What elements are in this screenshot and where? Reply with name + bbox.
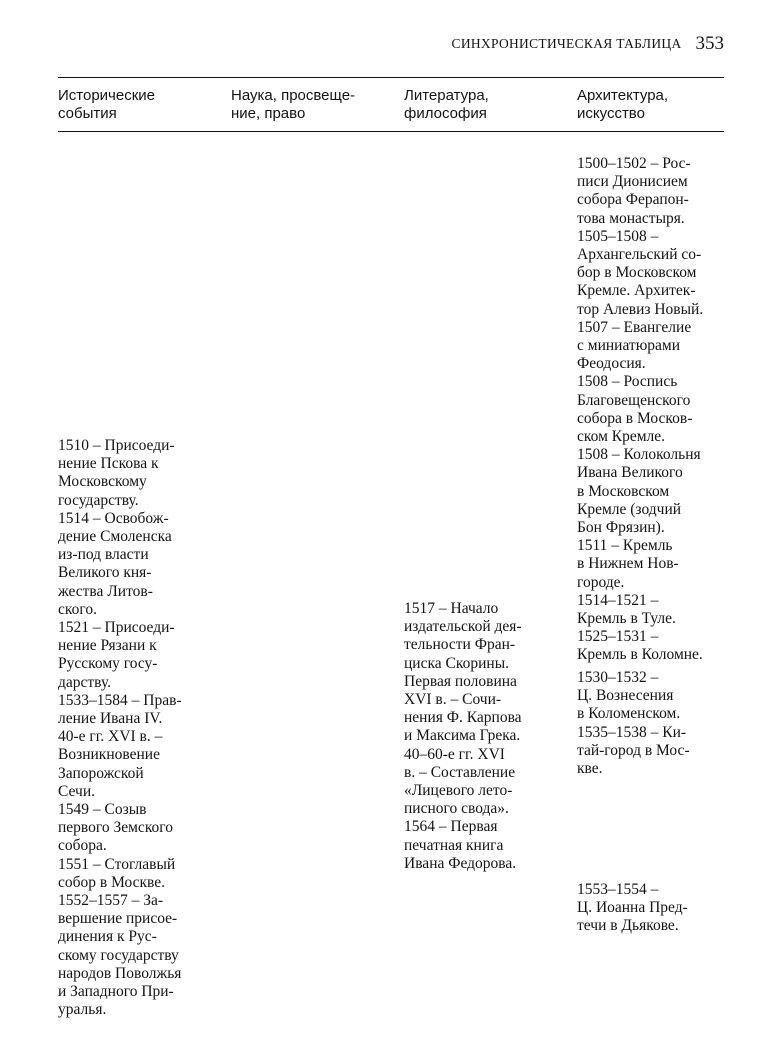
table-top-rule [58,77,724,78]
architecture-entries-1553-1554: 1553–1554 – Ц. Иоанна Пред- течи в Дьякове. [577,881,688,935]
literature-entries: 1517 – Начало издательской дея- тельности Фран- циска Скорины. Первая половина XVI в. – Сочи- нения Ф. Карпова и Максима Грека. 40–60-е гг. XVI в. – Составление «Лицевого лето- писного свода». 1564 – Первая печатная книга Ивана Федорова. [404,600,522,872]
column-heading-science: Наука, просвеще- ние, право [231,87,356,122]
history-entries: 1510 – Присоеди- нение Пскова к Московскому государству. 1514 – Освобож- дение Смоленска из-под власти Великого кня- жества Литов- ского. 1521 – Присоеди- нение Рязани к Русскому госу- дарству. 1533–1584 – Прав- ление Ивана IV. 40-е гг. XVI в. – Возникновение Запорожской Сечи. 1549 – Созыв первого Земского собора. 1551 – Стоглавый собор в Москве. 1552–1557 – За- вершение присое- динения к Рус- скому государству народов Поволжья и Западного При- уралья. [58,437,182,1019]
column-heading-architecture: Архитектура, искусство [577,87,669,122]
column-heading-literature: Литература, философия [404,87,489,122]
running-head [0,33,724,55]
architecture-entries-1500-1531: 1500–1502 – Рос- писи Дионисием собора Ферапон- това монастыря. 1505–1508 – Архангельский со- бор в Московском Кремле. Архитек- тор Алевиз Новый. 1507 – Евангелие с миниатюрами Феодосия. 1508 – Роспись Благовещенского собора в Москов- ском Кремле. 1508 – Колокольня Ивана Великого в Московском Кремле (зодчий Бон Фрязин). 1511 – Кремль в Нижнем Нов- городе. 1514–1521 – Кремль в Туле. 1525–1531 – Кремль в Коломне. [577,155,704,664]
table-header-rule [58,131,724,132]
architecture-entries-1530-1538: 1530–1532 – Ц. Вознесения в Коломенском. 1535–1538 – Ки- тай-город в Мос- кве. [577,669,690,778]
column-heading-history: Исторические события [58,87,155,122]
page-number: 353 [695,33,724,54]
running-title: СИНХРОНИСТИЧЕСКАЯ ТАБЛИЦА [451,36,682,51]
